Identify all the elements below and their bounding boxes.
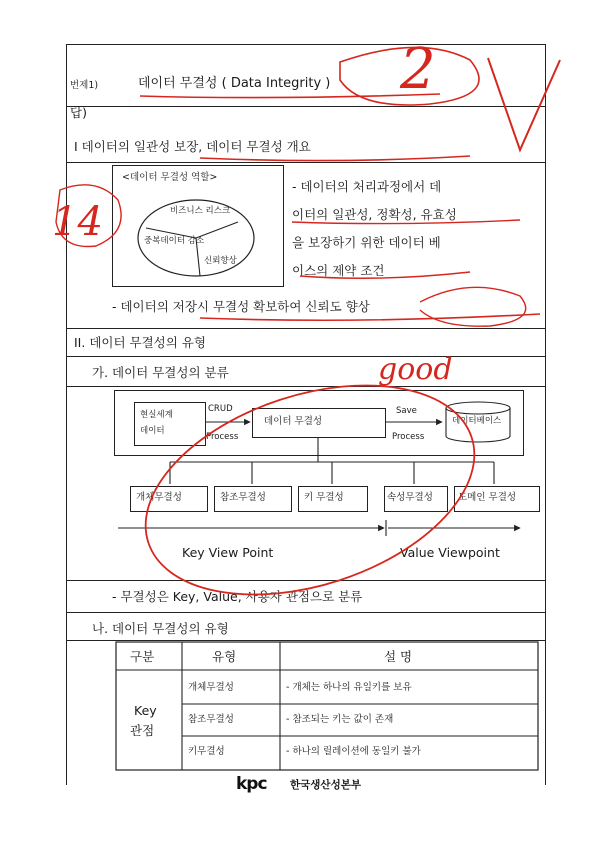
section2-heading: II. 데이터 무결성의 유형 [74,335,206,350]
section1-summary: - 데이터의 저장시 무결성 확보하여 신뢰도 향상 [112,299,370,314]
table-header-description: 설 명 [384,649,413,664]
type-reference: 참조무결성 [220,492,266,503]
table-row-3-type: 키무결성 [188,746,225,757]
type-attribute: 속성무결성 [387,492,433,503]
table-group-viewpoint: 관점 [130,723,155,738]
question-label: 번제1) [70,80,99,91]
save-process-label: Process [392,432,425,442]
footer-organization: 한국생산성본부 [290,779,362,791]
role-diagram-caption: <데이터 무결성 역할> [122,172,218,183]
type-key: 키 무결성 [304,492,344,503]
question-title: 데이터 무결성 ( Data Integrity ) [138,76,331,91]
key-viewpoint-label: Key View Point [182,545,274,560]
table-group-key: Key [134,703,157,718]
value-viewpoint-label: Value Viewpoint [400,545,500,560]
definition-line-1: - 데이터의 처리과정에서 데 [292,179,442,194]
kpc-logo [236,774,267,794]
definition-line-3: 을 보장하기 위한 데이터 베 [292,235,441,250]
grader-score-left: 14 [52,199,103,245]
crud-process-label: Process [206,432,239,442]
real-world-line-1: 현실세계 [140,410,173,420]
pie-label-business: 비즈니스 리스크 [170,206,231,216]
pie-label-duplicate: 중복데이터 감소 [144,236,205,246]
answer-label: 답) [70,105,87,120]
table-row-1-desc: - 개체는 하나의 유일키를 보유 [286,682,412,693]
section1-heading: I 데이터의 일관성 보장, 데이터 무결성 개요 [74,139,311,154]
real-world-line-2: 데이터 [140,426,165,436]
table-header-type: 유형 [212,649,237,664]
definition-line-2: 이터의 일관성, 정확성, 유효성 [292,207,457,222]
section2-sub-b: 나. 데이터 무결성의 유형 [92,621,229,636]
section2-sub-a: 가. 데이터 무결성의 분류 [92,365,229,380]
table-row-3-desc: - 하나의 릴레이션에 동일키 불가 [286,746,421,757]
definition-line-4: 이스의 제약 조건 [292,263,385,278]
grader-score-top: 2 [400,37,436,102]
table-row-2-type: 참조무결성 [188,714,234,725]
table-row-1-type: 개체무결성 [188,682,234,693]
grader-comment: good [378,352,453,387]
type-entity: 개체무결성 [136,492,182,503]
database-label: 데이터베이스 [452,416,502,426]
kpc-logo-text: kpc [236,774,267,794]
integrity-center-label: 데이터 무결성 [264,416,323,427]
table-row-2-desc: - 참조되는 키는 값이 존재 [286,714,394,725]
type-domain: 도메인 무결성 [458,492,517,503]
save-label: Save [396,406,417,416]
classification-note: - 무결성은 Key, Value, 사용자 관점으로 분류 [112,589,363,604]
crud-label: CRUD [208,404,233,414]
pie-label-trust: 신뢰향상 [204,256,237,266]
table-header-category: 구분 [130,649,155,664]
